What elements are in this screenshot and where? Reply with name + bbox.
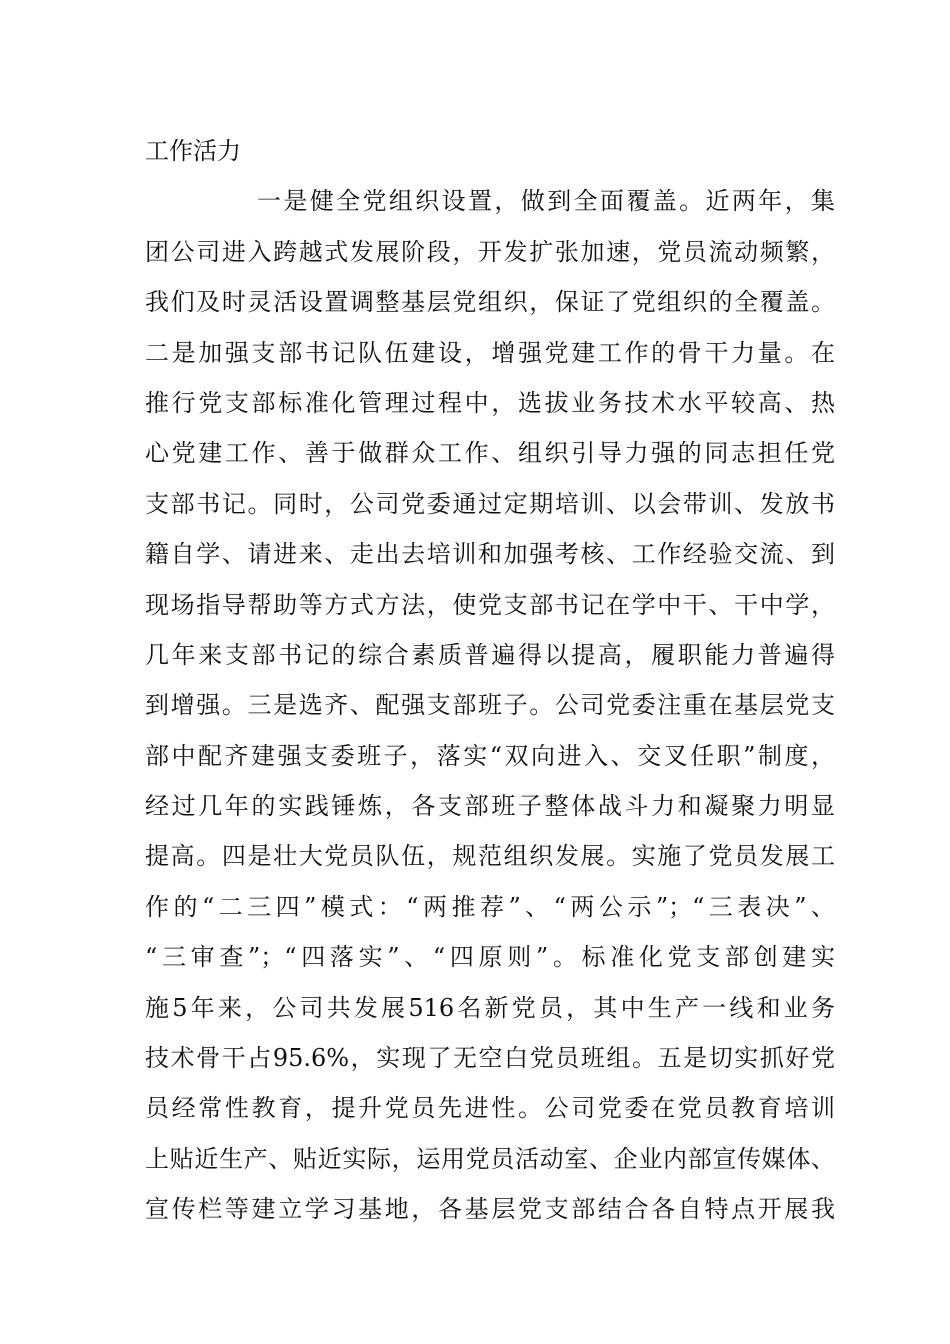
- text-line: 我们及时灵活设置调整基层党组织，保证了党组织的全覆盖。: [145, 288, 835, 317]
- text-line: 籍自学、请进来、走出去培训和加强考核、工作经验交流、到: [145, 540, 835, 569]
- text-line: 到增强。三是选齐、配强支部班子。公司党委注重在基层党支: [145, 691, 835, 720]
- text-line: 技术骨干占95.6%，实现了无空白党员班组。五是切实抓好党: [145, 1044, 835, 1073]
- text-line: 二是加强支部书记队伍建设，增强党建工作的骨干力量。在: [145, 338, 835, 367]
- text-line: 心党建工作、善于做群众工作、组织引导力强的同志担任党: [145, 439, 835, 468]
- text-line: 团公司进入跨越式发展阶段，开发扩张加速，党员流动频繁，: [145, 237, 835, 266]
- text-line-continuation: 工作活力: [145, 137, 241, 165]
- text-line: 施5年来，公司共发展516名新党员，其中生产一线和业务: [145, 993, 835, 1022]
- text-line: 支部书记。同时，公司党委通过定期培训、以会带训、发放书: [145, 489, 835, 518]
- text-line: 经过几年的实践锤炼，各支部班子整体战斗力和凝聚力明显: [145, 792, 835, 821]
- text-line: 宣传栏等建立学习基地，各基层党支部结合各自特点开展我: [145, 1195, 835, 1224]
- text-line: 现场指导帮助等方式方法，使党支部书记在学中干、干中学，: [145, 590, 835, 619]
- text-line: 推行党支部标准化管理过程中，选拔业务技术水平较高、热: [145, 388, 835, 417]
- text-line: 部中配齐建强支委班子，落实“双向进入、交叉任职”制度，: [145, 741, 835, 770]
- text-line: “三审查”；“四落实”、“四原则”。标准化党支部创建实: [145, 943, 835, 972]
- text-line: 作的“二三四”模式：“两推荐”、“两公示”；“三表决”、: [145, 892, 835, 921]
- document-body: [145, 126, 835, 1235]
- text-line-paragraph-start: 一是健全党组织设置，做到全面覆盖。近两年，集: [257, 187, 835, 216]
- text-line: 上贴近生产、贴近实际，运用党员活动室、企业内部宣传媒体、: [145, 1144, 835, 1173]
- text-line: 员经常性教育，提升党员先进性。公司党委在党员教育培训: [145, 1094, 835, 1123]
- text-line: 几年来支部书记的综合素质普遍得以提高，履职能力普遍得: [145, 640, 835, 669]
- text-line: 提高。四是壮大党员队伍，规范组织发展。实施了党员发展工: [145, 842, 835, 871]
